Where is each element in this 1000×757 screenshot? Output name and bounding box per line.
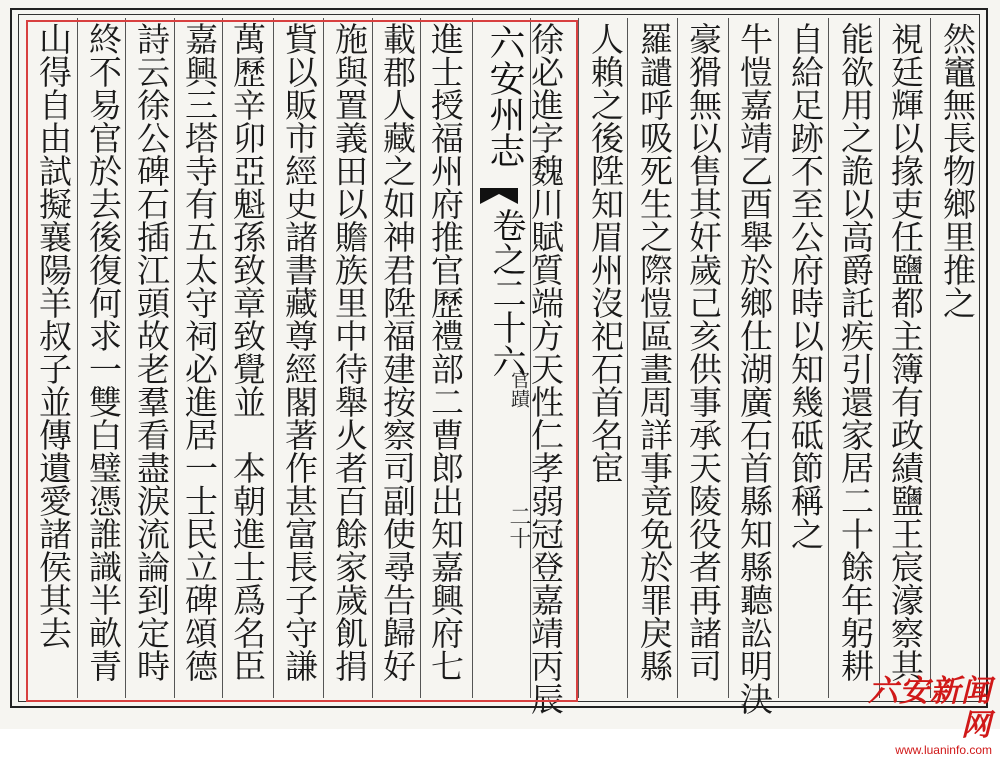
- text-column-l1: 徐必進字魏川賦質端方天性仁孝弱冠登嘉靖丙辰: [526, 22, 565, 715]
- text-column-l6: 萬歷辛卯亞魁孫致章致覺並 本朝進士爲名臣: [228, 22, 267, 682]
- text-column-r5: 牛愷嘉靖乙酉舉於鄉仕湖廣石首縣知縣聽訟明決: [735, 22, 774, 715]
- highlight-box: [26, 20, 578, 702]
- column-rule: [828, 18, 829, 698]
- book-title: 六安州志: [484, 24, 525, 168]
- text-column-r4: 自給足跡不至公府時以知幾砥節稱之: [786, 22, 825, 550]
- watermark-logo-text: 六安新闻网: [868, 674, 992, 743]
- text-column-r2: 視廷輝以掾吏任鹽都主簿有政績鹽王宸濠察其: [886, 22, 925, 682]
- category-label: 官蹟: [508, 370, 530, 408]
- text-column-l8: 詩云徐公碑石插江頭故老羣看盡淚流論到定時: [132, 22, 171, 682]
- site-watermark: [857, 674, 992, 757]
- text-column-l5: 貲以販市經史諸書藏尊經閣著作甚富長子守謙: [280, 22, 319, 682]
- column-rule: [578, 18, 579, 698]
- text-column-r3: 能欲用之詭以高爵託疾引還家居二十餘年躬耕: [836, 22, 875, 682]
- volume-number: 卷之二十六: [486, 208, 526, 378]
- text-column-l9: 終不易官於去後復何求一雙白璧憑誰識半畝青: [84, 22, 123, 682]
- text-column-r8: 人賴之後陞知眉州沒祀石首名宦: [586, 22, 625, 484]
- watermark-url: www.luaninfo.com: [895, 743, 992, 757]
- text-column-r6: 豪猾無以售其奸歲己亥供事承天陵役者再諸司: [684, 22, 723, 682]
- text-column-r1: 然竈無長物鄉里推之: [938, 22, 977, 319]
- column-rule: [677, 18, 678, 698]
- column-rule: [728, 18, 729, 698]
- text-column-l4: 施與置義田以贍族里中待舉火者百餘家歲飢捐: [330, 22, 369, 682]
- text-column-l2: 進士授福州府推官歷禮部二曹郎出知嘉興府七: [426, 22, 465, 682]
- text-column-l3: 載郡人藏之如神君陞福建按察司副使尋告歸好: [378, 22, 417, 682]
- text-column-r7: 羅譴呼吸死生之際愷區畫周詳事竟免於罪戾縣: [635, 22, 674, 682]
- column-rule: [778, 18, 779, 698]
- text-column-l10: 山得自由試擬襄陽羊叔子並傳遺愛諸侯其去: [34, 22, 73, 649]
- page-number: 二十: [506, 505, 531, 549]
- column-rule: [879, 18, 880, 698]
- column-rule: [627, 18, 628, 698]
- text-column-l7: 嘉興三塔寺有五太守祠必進居一士民立碑頌德: [180, 22, 219, 682]
- column-rule: [930, 18, 931, 698]
